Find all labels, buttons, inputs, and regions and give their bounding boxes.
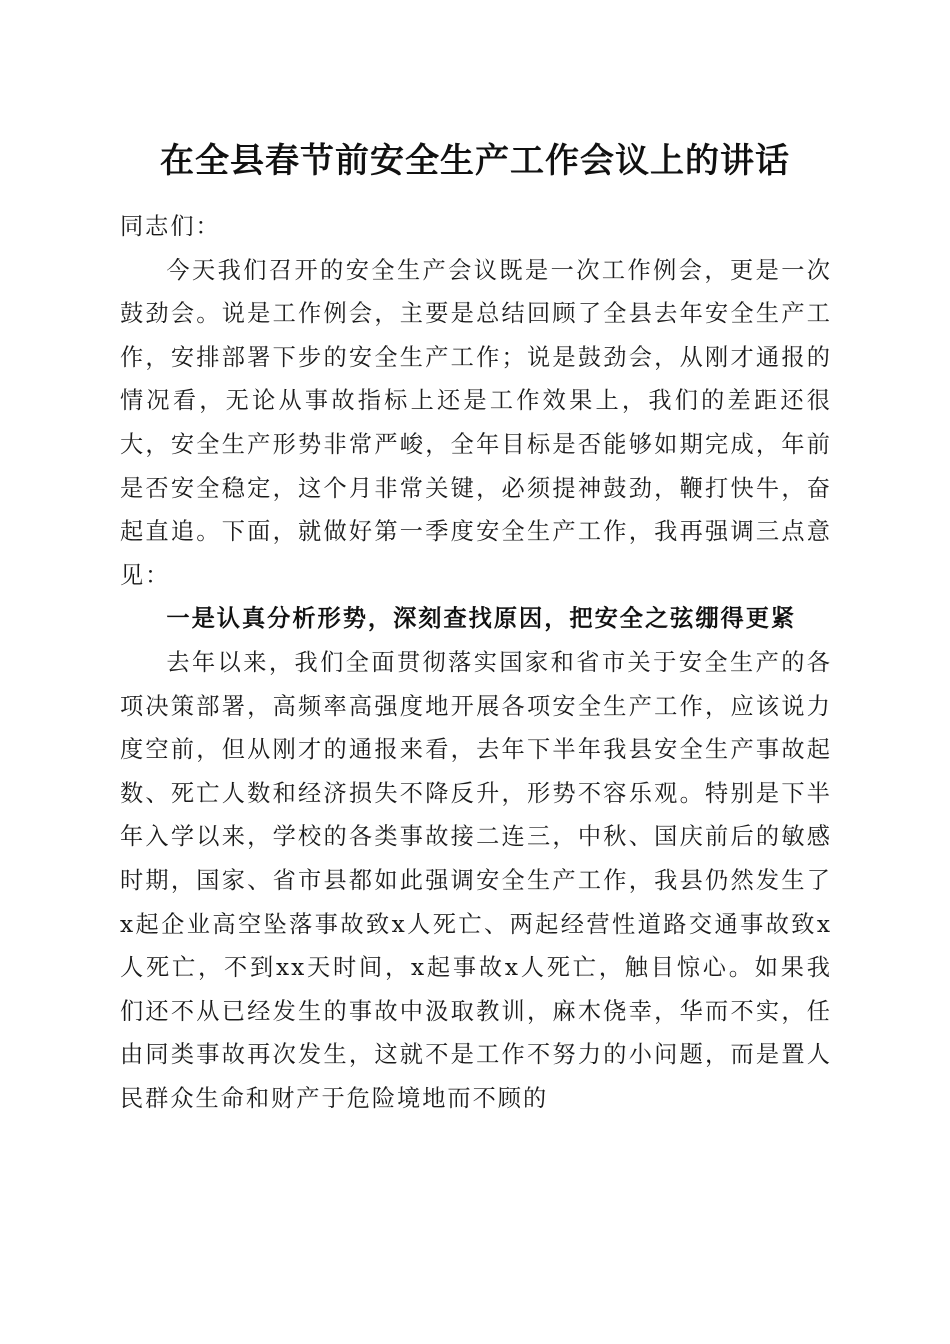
document-body [120,205,832,1120]
document-title: 在全县春节前安全生产工作会议上的讲话 [160,141,790,181]
section-heading: 一是认真分析形势，深刻查找原因，把安全之弦绷得更紧 [166,605,797,633]
body-paragraph: 去年以来，我们全面贯彻落实国家和省市关于安全生产的各项决策部署，高频率高强度地开展各项安全生产工作，应该说力度空前，但从刚才的通报来看，去年下半年我县安全生产事故起数、死亡人数和经济损失不降反升，形势不容乐观。特别是下半年入学以来，学校的各类事故接二连三，中秋、国庆前后的敏感时期，国家、省市县都如此强调安全生产工作，我县仍然发生了x起企业高空坠落事故致x人死亡、两起经营性道路交通事故致x人死亡，不到xx天时间，x起事故x人死亡，触目惊心。如果我们还不从已经发生的事故中汲取教训，麻木侥幸，华而不实，任由同类事故再次发生，这就不是工作不努力的小问题，而是置人民群众生命和财产于危险境地而不顾的 [120,648,832,1112]
intro-paragraph: 今天我们召开的安全生产会议既是一次工作例会，更是一次鼓劲会。说是工作例会，主要是总结回顾了全县去年安全生产工作，安排部署下步的安全生产工作；说是鼓劲会，从刚才通报的情况看，无论从事故指标上还是工作效果上，我们的差距还很大，安全生产形势非常严峻，全年目标是否能够如期完成，年前是否安全稳定，这个月非常关键，必须提神鼓劲，鞭打快牛，奋起直追。下面，就做好第一季度安全生产工作，我再强调三点意见： [120,256,832,589]
salutation: 同志们： [120,213,221,240]
